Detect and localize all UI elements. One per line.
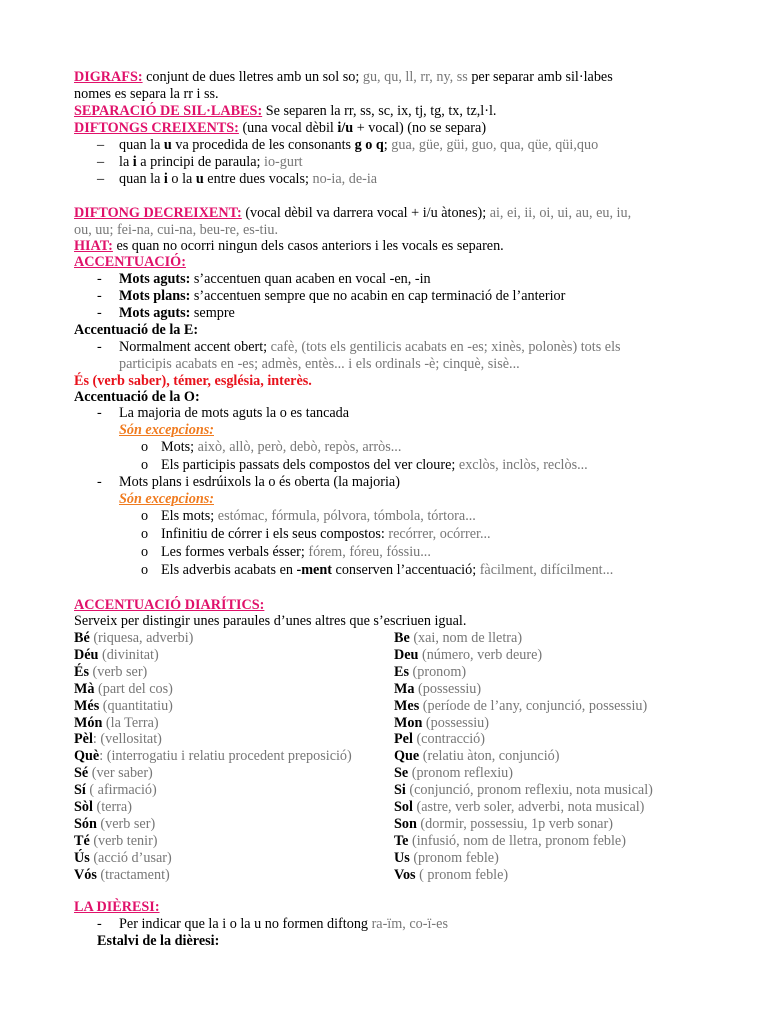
diacritic-meaning: (quantitatiu) <box>99 697 173 714</box>
bullet-dash: – <box>97 154 105 170</box>
decreixent-heading: DIFTONG DECREIXENT: <box>74 205 242 221</box>
dieresi-estalvi: Estalvi de la dièresi: <box>97 933 220 949</box>
diacritic-meaning: (conjunció, pronom reflexiu, nota musical) <box>405 782 653 799</box>
diacritic-word: Vos <box>394 866 416 883</box>
diacritic-meaning: (divinitat) <box>98 646 159 663</box>
list-item: Mots aguts: s’accentuen quan acaben en vocal -en, -in <box>119 271 431 287</box>
diacritic-meaning: (terra) <box>92 799 132 815</box>
diacritic-meaning: (període de l’any, conjunció, possessiu) <box>419 697 648 714</box>
diacritic-meaning: (contracció) <box>412 731 485 748</box>
list-item: quan la u va procedida de les consonants g o q; gua, güe, güi, guo, qua, qüe, qüi,quo <box>119 137 599 153</box>
diacritic-row <box>394 698 647 715</box>
bullet-dash: - <box>97 271 102 287</box>
diacritics-heading: ACCENTUACIÓ DIARÍTICS: <box>74 597 265 613</box>
diacritic-word: Té <box>74 832 90 849</box>
diacritic-meaning: (xai, nom de lletra) <box>409 630 523 646</box>
diacritic-meaning: (possessiu) <box>414 680 482 697</box>
diacritic-meaning: (verb tenir) <box>89 832 158 849</box>
example-text: gua, güe, güi, guo, qua, qüe, qüi,quo <box>391 137 599 153</box>
bullet-circle: o <box>141 544 149 560</box>
diacritic-row <box>394 630 522 647</box>
diacritic-word: Sòl <box>74 799 93 815</box>
diacritic-meaning: : (vellositat) <box>92 731 162 748</box>
diacritic-word: Més <box>74 697 100 714</box>
diacritic-word: Pel <box>394 731 413 748</box>
digrafs-examples: gu, qu, ll, rr, ny, ss <box>362 69 468 85</box>
creixents-text: (una vocal dèbil <box>238 120 338 136</box>
list-item: La majoria de mots aguts la o es tancada <box>119 405 350 421</box>
diacritic-meaning: (infusió, nom de lletra, pronom feble) <box>408 832 626 849</box>
diacritic-meaning: (possessiu) <box>422 714 489 731</box>
accentuacio-e-exceptions: És (verb saber), témer, església, interès. <box>74 373 312 389</box>
list-item: Mots aguts: sempre <box>119 305 235 321</box>
hiat-line <box>74 238 504 255</box>
diacritic-word: Déu <box>74 646 99 663</box>
digrafs-line2: nomes es separa la rr i ss. <box>74 86 219 102</box>
diacritic-row <box>74 850 172 867</box>
diacritic-meaning: ( afirmació) <box>85 782 157 799</box>
creixents-heading: DIFTONGS CREIXENTS: <box>74 120 239 136</box>
diacritic-word: Mon <box>394 714 423 731</box>
exceptions-label: Són excepcions: <box>119 491 214 507</box>
diacritic-meaning: (dormir, possessiu, 1p verb sonar) <box>416 815 613 832</box>
diacritic-row <box>394 850 499 867</box>
list-item: Mots plans i esdrúixols la o és oberta (la majoria) <box>119 474 400 490</box>
diacritic-word: Es <box>394 663 409 680</box>
diacritic-word: Sí <box>74 782 86 799</box>
diacritic-word: Son <box>394 815 417 832</box>
diacritic-word: Te <box>394 832 409 849</box>
diacritic-word: Vós <box>74 866 97 883</box>
diacritic-meaning: (pronom) <box>408 663 467 680</box>
example-text: io-gurt <box>264 154 303 170</box>
diacritic-word: Bé <box>74 630 90 646</box>
accentuacio-line <box>74 254 186 271</box>
diacritic-row <box>394 731 485 748</box>
diacritic-word: Mà <box>74 680 95 697</box>
list-item-cont: participis acabats en -es; admès, entès... i els ordinals -è; cinquè, sisè... <box>119 356 520 372</box>
diacritic-row <box>74 647 159 664</box>
diacritic-meaning: (relatiu àton, conjunció) <box>419 748 560 765</box>
diacritic-word: Be <box>394 630 410 646</box>
diacritic-meaning: (verb ser) <box>88 663 148 680</box>
diacritic-word: Sé <box>74 765 89 782</box>
diacritic-word: Són <box>74 815 97 832</box>
diacritic-row <box>394 647 542 664</box>
bullet-circle: o <box>141 562 149 578</box>
diacritic-row <box>74 765 153 782</box>
diacritic-row <box>74 867 170 884</box>
diacritic-word: Ma <box>394 680 415 697</box>
diacritic-word: És <box>74 663 89 680</box>
bullet-dash: – <box>97 171 105 187</box>
diacritic-meaning: : (interrogatiu i relatiu procedent preposició) <box>99 748 352 765</box>
diacritic-row <box>74 748 352 765</box>
diacritic-row <box>394 681 481 698</box>
list-item: Per indicar que la i o la u no formen diftong ra-ïm, co-ï-es <box>119 916 448 932</box>
diacritic-row <box>74 799 132 816</box>
diacritic-word: Mes <box>394 697 420 714</box>
diacritic-row <box>394 833 626 850</box>
dieresi-line <box>74 899 160 916</box>
hiat-heading: HIAT: <box>74 238 113 254</box>
diacritic-word: Ús <box>74 849 90 866</box>
bullet-dash: - <box>97 305 102 321</box>
diacritics-intro: Serveix per distingir unes paraules d’unes altres que s’escriuen igual. <box>74 613 467 629</box>
sub-item: Els mots; estómac, fórmula, pólvora, tómbola, tórtora... <box>161 508 476 524</box>
diacritic-meaning: (acció d’usar) <box>89 849 172 866</box>
diacritic-meaning: (pronom reflexiu) <box>408 765 513 782</box>
bullet-dash: - <box>97 916 102 932</box>
diacritic-word: Món <box>74 714 103 731</box>
creixents-line <box>74 120 486 137</box>
diacritic-meaning: (pronom feble) <box>409 849 499 866</box>
dieresi-heading: LA DIÈRESI: <box>74 899 160 915</box>
separacio-text: Se separen la rr, ss, sc, ix, tj, tg, tx, tz,l·l. <box>262 103 497 119</box>
diacritic-row <box>394 867 508 884</box>
diacritic-row <box>74 664 147 681</box>
diacritic-meaning: (verb ser) <box>96 815 156 832</box>
diacritic-row <box>74 715 159 732</box>
list-item: la i a principi de paraula; io-gurt <box>119 154 303 170</box>
digrafs-heading: DIGRAFS: <box>74 69 143 85</box>
diacritic-row <box>74 681 173 698</box>
bullet-circle: o <box>141 439 149 455</box>
sub-item: Infinitiu de córrer i els seus compostos: recórrer, ocórrer... <box>161 526 491 542</box>
example-text: ai, ei, ii, oi, ui, au, eu, iu, <box>489 205 632 221</box>
diacritic-meaning: (ver saber) <box>88 765 153 782</box>
separacio-line <box>74 103 496 120</box>
accentuacio-heading: ACCENTUACIÓ: <box>74 254 186 270</box>
bullet-dash: - <box>97 405 102 421</box>
list-item: Mots plans: s’accentuen sempre que no acabin en cap terminació de l’anterior <box>119 288 566 304</box>
decreixent-text: (vocal dèbil va darrera vocal + i/u àtones); <box>241 205 490 221</box>
diacritic-meaning: (la Terra) <box>102 714 159 731</box>
list-item: Normalment accent obert; cafè, (tots els gentilicis acabats en -es; xinès, polonès) tots els <box>119 339 621 355</box>
sub-item: Mots; això, allò, però, debò, repòs, arròs... <box>161 439 402 455</box>
sub-item: Els participis passats dels compostos del ver cloure; exclòs, inclòs, reclòs... <box>161 457 588 473</box>
diacritic-meaning: (tractament) <box>96 866 170 883</box>
accentuacio-o-title: Accentuació de la O: <box>74 389 200 405</box>
bullet-circle: o <box>141 457 149 473</box>
digrafs-line <box>74 69 613 86</box>
diacritic-row <box>394 715 489 732</box>
diacritic-word: Deu <box>394 646 419 663</box>
diacritic-row <box>74 833 158 850</box>
creixents-bold: i/u <box>337 120 354 136</box>
diacritic-row <box>74 698 173 715</box>
diacritic-word: Se <box>394 765 409 782</box>
diacritic-row <box>74 630 193 647</box>
diacritic-row <box>394 799 644 816</box>
diacritic-row <box>394 664 466 681</box>
sub-item: Les formes verbals ésser; fórem, fóreu, fóssiu... <box>161 544 431 560</box>
diacritic-row <box>74 816 155 833</box>
diacritic-row <box>394 816 613 833</box>
bullet-circle: o <box>141 526 149 542</box>
accentuacio-e-title: Accentuació de la E: <box>74 322 199 338</box>
diacritic-meaning: (número, verb deure) <box>418 646 543 663</box>
digrafs-text: conjunt de dues lletres amb un sol so; <box>142 69 363 85</box>
diacritic-row <box>74 782 157 799</box>
diacritic-row <box>394 748 559 765</box>
diacritic-meaning: (riquesa, adverbi) <box>89 630 194 646</box>
bullet-dash: - <box>97 288 102 304</box>
bullet-dash: - <box>97 339 102 355</box>
diacritic-word: Sol <box>394 799 413 815</box>
decreixent-line2: ou, uu; fei-na, cui-na, beu-re, es-tiu. <box>74 222 279 238</box>
sub-item: Els adverbis acabats en -ment conserven l’accentuació; fàcilment, difícilment... <box>161 562 614 578</box>
hiat-text: es quan no ocorri ningun dels casos anteriors i les vocals es separen. <box>112 238 504 254</box>
diacritic-row <box>394 782 653 799</box>
separacio-heading: SEPARACIÓ DE SIL·LABES: <box>74 103 263 119</box>
diacritics-line <box>74 597 264 614</box>
diacritic-row <box>74 731 162 748</box>
diacritic-word: Si <box>394 782 406 799</box>
decreixent-line <box>74 205 631 222</box>
diacritic-word: Pèl <box>74 731 93 748</box>
diacritic-meaning: (astre, verb soler, adverbi, nota musical) <box>412 799 645 815</box>
diacritic-word: Us <box>394 849 410 866</box>
exceptions-label: Són excepcions: <box>119 422 214 438</box>
bullet-circle: o <box>141 508 149 524</box>
diacritic-word: Què <box>74 748 100 765</box>
bullet-dash: - <box>97 474 102 490</box>
list-item: quan la i o la u entre dues vocals; no-ia, de-ia <box>119 171 378 187</box>
example-text: no-ia, de-ia <box>312 171 378 187</box>
diacritic-meaning: (part del cos) <box>94 680 173 697</box>
digrafs-text2: per separar amb sil·labes <box>467 69 613 85</box>
creixents-text2: + vocal) (no se separa) <box>353 120 487 136</box>
diacritic-word: Que <box>394 748 420 765</box>
bullet-dash: – <box>97 137 105 153</box>
diacritic-row <box>394 765 513 782</box>
diacritic-meaning: ( pronom feble) <box>415 866 509 883</box>
